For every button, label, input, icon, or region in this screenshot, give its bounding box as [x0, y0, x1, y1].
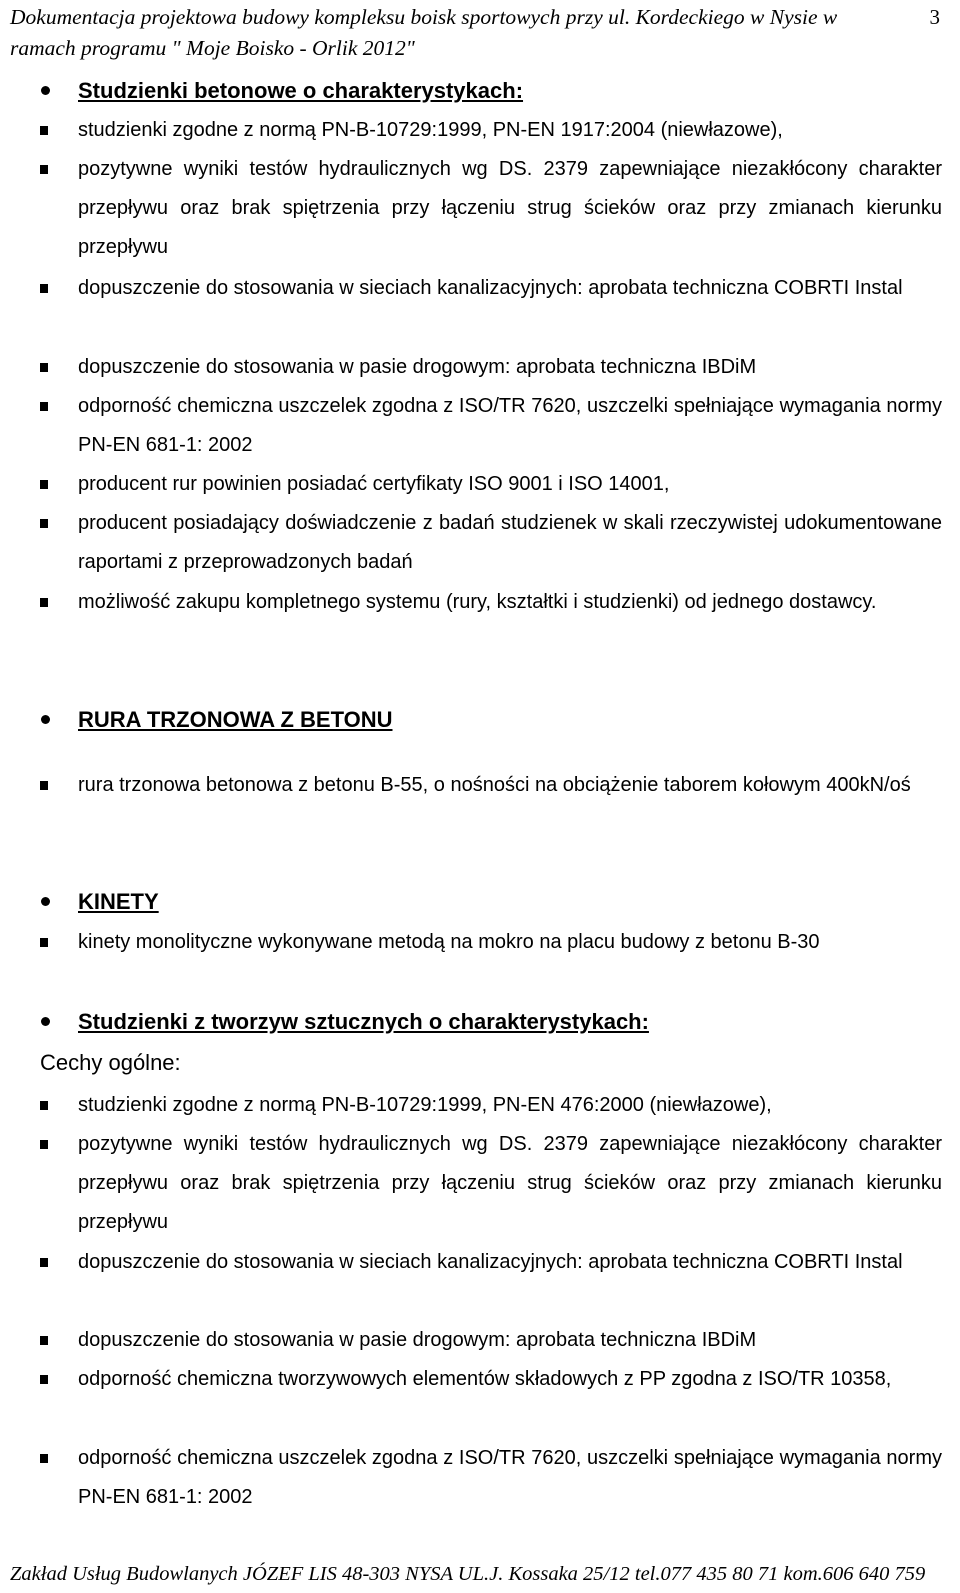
list-item: odporność chemiczna uszczelek zgodna z ISO/TR 7620, uszczelki spełniające wymagania normy PN-EN 681-1: 2002: [78, 395, 942, 456]
list-item: dopuszczenie do stosowania w pasie drogowym: aprobata techniczna IBDiM: [78, 1329, 757, 1351]
page-header: Dokumentacja projektowa budowy kompleksu boisk sportowych przy ul. Kordeckiego w Nysie w ramach programu " Moje Boisko - Orlik 2012": [10, 5, 838, 60]
section-heading-shaft-pipe: RURA TRZONOWA Z BETONU: [78, 707, 393, 732]
list-item: możliwość zakupu kompletnego systemu (rury, kształtki i studzienki) od jednego dostawcy.: [78, 591, 877, 613]
list-item: odporność chemiczna uszczelek zgodna z ISO/TR 7620, uszczelki spełniające wymagania normy PN-EN 681-1: 2002: [78, 1447, 942, 1508]
square-bullet-icon: [40, 1336, 48, 1345]
page-number: 3: [929, 5, 940, 29]
list-item: odporność chemiczna tworzywowych elementów składowych z PP zgodna z ISO/TR 10358,: [78, 1368, 892, 1390]
list-item: studzienki zgodne z normą PN-B-10729:1999, PN-EN 1917:2004 (niewłazowe),: [78, 119, 783, 141]
section-heading-concrete-wells: Studzienki betonowe o charakterystykach:: [78, 78, 524, 103]
square-bullet-icon: [40, 938, 48, 947]
section-bullet-icon: [41, 1017, 50, 1026]
list-item: pozytywne wyniki testów hydraulicznych wg DS. 2379 zapewniające niezakłócony charakter przepływu oraz brak spiętrzenia przy łączeniu strug ścieków oraz przy zmianach kierunku przepływu: [78, 1133, 942, 1233]
square-bullet-icon: [40, 363, 48, 372]
list-item: dopuszczenie do stosowania w sieciach kanalizacyjnych: aprobata techniczna COBRTI Instal: [78, 277, 903, 299]
section-bullet-icon: [41, 897, 50, 906]
square-bullet-icon: [40, 402, 48, 411]
square-bullet-icon: [40, 165, 48, 174]
section-heading-kinety: KINETY: [78, 889, 159, 914]
square-bullet-icon: [40, 480, 48, 489]
list-item: rura trzonowa betonowa z betonu B-55, o nośności na obciążenie taborem kołowym 400kN/oś: [78, 774, 911, 796]
square-bullet-icon: [40, 1101, 48, 1110]
list-item: dopuszczenie do stosowania w sieciach kanalizacyjnych: aprobata techniczna COBRTI Instal: [78, 1251, 903, 1273]
list-item: dopuszczenie do stosowania w pasie drogowym: aprobata techniczna IBDiM: [78, 356, 757, 378]
page-footer: Zakład Usług Budowlanych JÓZEF LIS 48-303 NYSA UL.J. Kossaka 25/12 tel.077 435 80 71 kom.606 640 759: [10, 1563, 926, 1585]
section-bullet-icon: [41, 86, 50, 95]
square-bullet-icon: [40, 1258, 48, 1267]
list-item: producent rur powinien posiadać certyfikaty ISO 9001 i ISO 14001,: [78, 473, 670, 495]
square-bullet-icon: [40, 519, 48, 528]
section-bullet-icon: [41, 715, 50, 724]
square-bullet-icon: [40, 1454, 48, 1463]
square-bullet-icon: [40, 598, 48, 607]
square-bullet-icon: [40, 126, 48, 135]
subheading-general-features: Cechy ogólne:: [40, 1050, 181, 1075]
list-item: producent posiadający doświadczenie z badań studzienek w skali rzeczywistej udokumentowane raportami z przeprowadzonych badań: [78, 512, 942, 573]
list-item: pozytywne wyniki testów hydraulicznych wg DS. 2379 zapewniające niezakłócony charakter przepływu oraz brak spiętrzenia przy łączeniu strug ścieków oraz przy zmianach kierunku przepływu: [78, 158, 942, 258]
square-bullet-icon: [40, 1375, 48, 1384]
list-item: studzienki zgodne z normą PN-B-10729:1999, PN-EN 476:2000 (niewłazowe),: [78, 1094, 772, 1116]
square-bullet-icon: [40, 1140, 48, 1149]
square-bullet-icon: [40, 781, 48, 790]
section-heading-plastic-wells: Studzienki z tworzyw sztucznych o charakterystykach:: [78, 1009, 649, 1034]
square-bullet-icon: [40, 284, 48, 293]
list-item: kinety monolityczne wykonywane metodą na mokro na placu budowy z betonu B-30: [78, 931, 820, 953]
